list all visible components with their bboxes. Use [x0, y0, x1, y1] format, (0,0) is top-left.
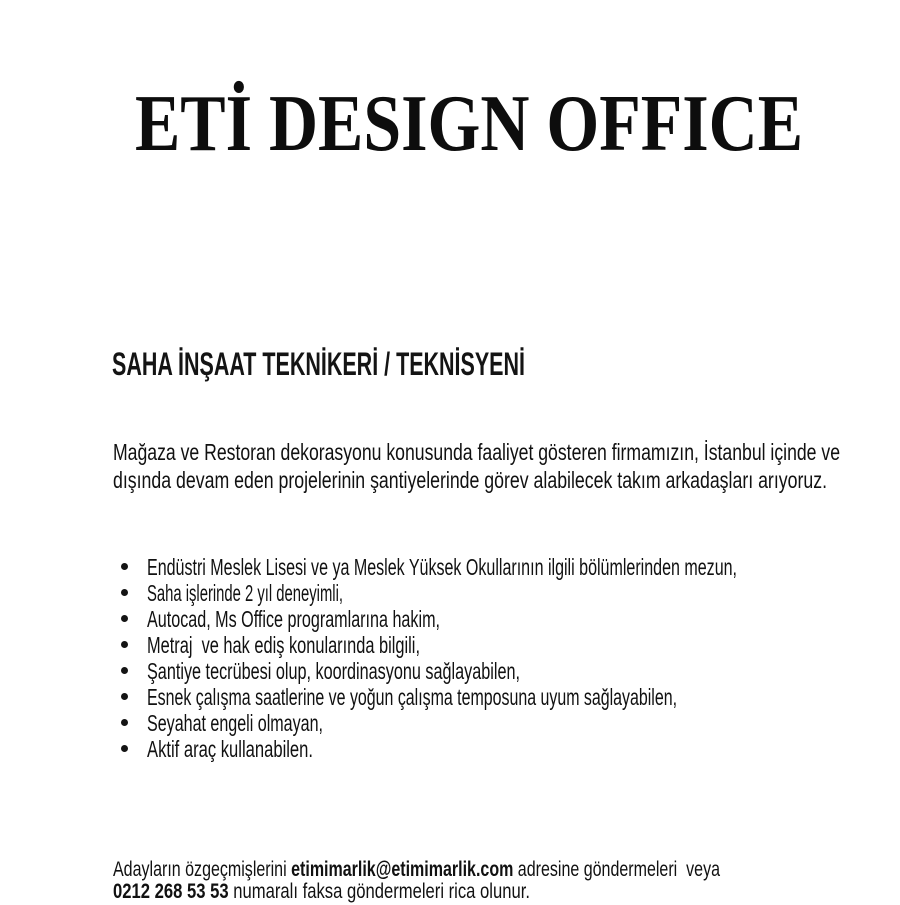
requirement-text: Saha işlerinde 2 yıl deneyimli, [147, 580, 343, 606]
fax-number: 0212 268 53 53 [113, 880, 229, 903]
bullet-icon [121, 693, 128, 700]
company-title: ETİ DESIGN OFFICE [135, 80, 803, 168]
intro-line-2: dışında devam eden projelerinin şantiyelerinde görev alabilecek takım arkadaşları arıyoruz. [113, 467, 827, 493]
intro-paragraph [113, 438, 900, 494]
bullet-icon [121, 745, 128, 752]
job-position-title: SAHA İNŞAAT TEKNİKERİ / TEKNİSYENİ [112, 346, 525, 382]
bullet-icon [121, 615, 128, 622]
bullet-icon [121, 589, 128, 596]
requirement-text: Aktif araç kullanabilen. [147, 736, 313, 762]
contact-line-1-prefix: Adayların özgeçmişlerini [113, 858, 292, 881]
contact-line-2-suffix: numaralı faksa göndermeleri rica olunur. [228, 880, 531, 903]
requirement-text: Esnek çalışma saatlerine ve yoğun çalışma temposuna uyum sağlayabilen, [147, 684, 677, 710]
contact-info [113, 859, 900, 903]
contact-line-1 [113, 859, 900, 881]
bullet-icon [121, 719, 128, 726]
intro-line-1: Mağaza ve Restoran dekorasyonu konusunda faaliyet gösteren firmamızın, İstanbul içinde ve [113, 439, 840, 465]
requirement-text: Seyahat engeli olmayan, [147, 710, 323, 736]
email-address: etimimarlik@etimimarlik.com [291, 858, 514, 881]
bullet-icon [121, 641, 128, 648]
contact-line-2 [113, 881, 900, 903]
bullet-icon [121, 563, 128, 570]
requirement-text: Metraj ve hak ediş konularında bilgili, [147, 632, 420, 658]
contact-line-1-suffix: adresine göndermeleri veya [513, 858, 720, 881]
requirement-text: Autocad, Ms Office programlarına hakim, [147, 606, 440, 632]
requirement-text: Şantiye tecrübesi olup, koordinasyonu sağlayabilen, [147, 658, 520, 684]
requirement-text: Endüstri Meslek Lisesi ve ya Meslek Yüksek Okullarının ilgili bölümlerinden mezun, [147, 554, 737, 580]
bullet-icon [121, 667, 128, 674]
